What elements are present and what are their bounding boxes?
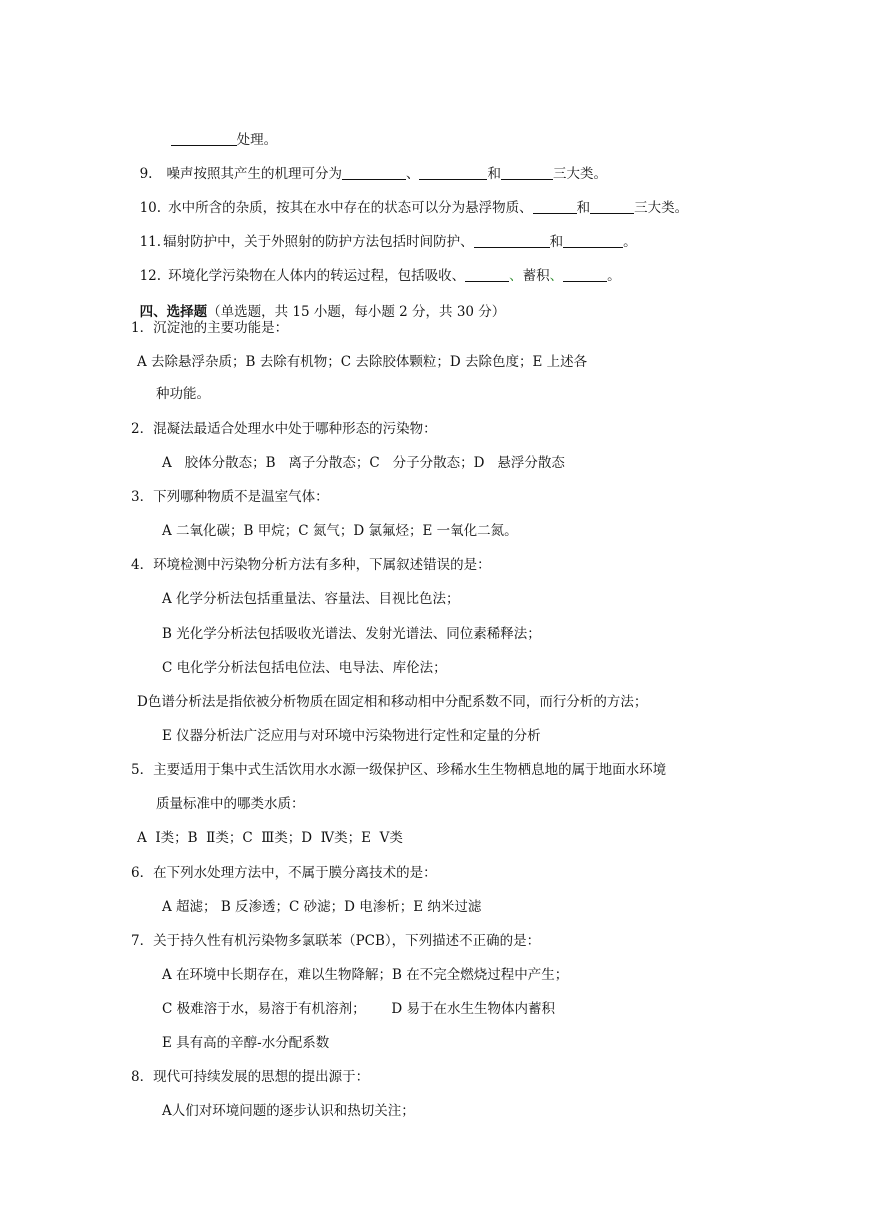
section-title: 四、选择题 [139, 304, 208, 320]
question-10: 10. 水中所含的杂质，按其在水中存在的状态可以分为悬浮物质、 和 三大类。 [139, 200, 689, 216]
mc-question-2-options: A 胶体分散态；B 离子分散态；C 分子分散态；D 悬浮分散态 [162, 455, 565, 471]
question-number: 10. [139, 200, 162, 216]
mc-question-1-stem: 1．沉淀池的主要功能是： [131, 320, 289, 336]
question-text: 水中所含的杂质，按其在水中存在的状态可以分为悬浮物质、 [168, 200, 533, 216]
blank [342, 165, 406, 180]
mc-question-6-options: A 超滤； B 反渗透；C 砂滤；D 电渗析；E 纳米过滤 [162, 899, 482, 915]
mc-question-4-option-c: C 电化学分析法包括电位法、电导法、库伦法； [162, 660, 447, 676]
mc-question-3-stem: 3．下列哪种物质不是温室气体： [131, 489, 329, 505]
mc-question-3-options: A 二氧化碳；B 甲烷；C 氮气；D 氯氟烃；E 一氧化二氮。 [162, 523, 518, 539]
q8-continuation: 处理。 [162, 113, 277, 149]
blank [501, 165, 553, 180]
blank [533, 199, 577, 214]
mc-question-7-stem: 7．关于持久性有机污染物多氯联苯（PCB），下列描述不正确的是： [131, 933, 541, 949]
question-number: 9. [139, 166, 153, 182]
question-number: 11. [139, 234, 162, 250]
mc-question-4-option-e: E 仪器分析法广泛应用与对环境中污染物进行定性和定量的分析 [162, 728, 541, 744]
mc-question-4-stem: 4．环境检测中污染物分析方法有多种，下属叙述错误的是： [131, 557, 491, 573]
blank [474, 233, 550, 248]
mc-question-8-stem: 8．现代可持续发展的思想的提出源于： [131, 1069, 370, 1085]
mc-question-5-stem: 5．主要适用于集中式生活饮用水水源一级保护区、珍稀水生生物栖息地的属于地面水环境 [131, 762, 667, 778]
mc-question-1-options-cont: 种功能。 [156, 386, 210, 402]
question-number: 12. [139, 268, 162, 284]
blank [465, 267, 509, 282]
mc-question-8-option-a: A人们对环境问题的逐步认识和热切关注； [162, 1103, 415, 1119]
mc-question-5-stem-cont: 质量标准中的哪类水质： [156, 796, 305, 812]
section-note: （单选题，共 15 小题，每小题 2 分，共 30 分） [207, 304, 506, 320]
question-11: 11. 辐射防护中，关于外照射的防护方法包括时间防护、 和 。 [139, 234, 637, 250]
blank [563, 233, 623, 248]
question-text: 噪声按照其产生的机理可分为 [166, 166, 342, 182]
mc-question-4-option-a: A 化学分析法包括重量法、容量法、目视比色法； [162, 591, 460, 607]
mc-question-4-option-b: B 光化学分析法包括吸收光谱法、发射光谱法、同位素稀释法； [162, 626, 541, 642]
mc-question-6-stem: 6．在下列水处理方法中，不属于膜分离技术的是： [131, 865, 437, 881]
question-text: 环境化学污染物在人体内的转运过程，包括吸收、 [168, 268, 466, 284]
mc-question-2-stem: 2．混凝法最适合处理水中处于哪种形态的污染物： [131, 421, 437, 437]
section-heading [131, 285, 505, 321]
mc-question-5-options: A Ⅰ类；B Ⅱ类；C Ⅲ类；D Ⅳ类；E Ⅴ类 [137, 830, 403, 846]
mc-question-7-option-cd: C 极难溶于水，易溶于有机溶剂； D 易于在水生生物体内蓄积 [162, 1001, 555, 1017]
mc-question-1-options: A 去除悬浮杂质；B 去除有机物；C 去除胶体颗粒；D 去除色度；E 上述各 [137, 354, 588, 370]
question-text: 辐射防护中，关于外照射的防护方法包括时间防护、 [163, 234, 474, 250]
mc-question-4-option-d: D色谱分析法是指依被分析物质在固定相和移动相中分配系数不同，而行分析的方法； [137, 694, 648, 710]
mc-question-7-option-ab: A 在环境中长期存在，难以生物降解；B 在不完全燃烧过程中产生； [162, 967, 569, 983]
blank [590, 199, 634, 214]
question-12: 12. 环境化学污染物在人体内的转运过程，包括吸收、 、蓄积、 。 [139, 268, 621, 284]
mc-question-7-option-e: E 具有高的辛醇-水分配系数 [162, 1035, 330, 1051]
blank [171, 131, 237, 146]
blank [563, 267, 607, 282]
question-9: 9. 噪声按照其产生的机理可分为 、 和 三大类。 [139, 166, 607, 182]
blank [419, 165, 487, 180]
